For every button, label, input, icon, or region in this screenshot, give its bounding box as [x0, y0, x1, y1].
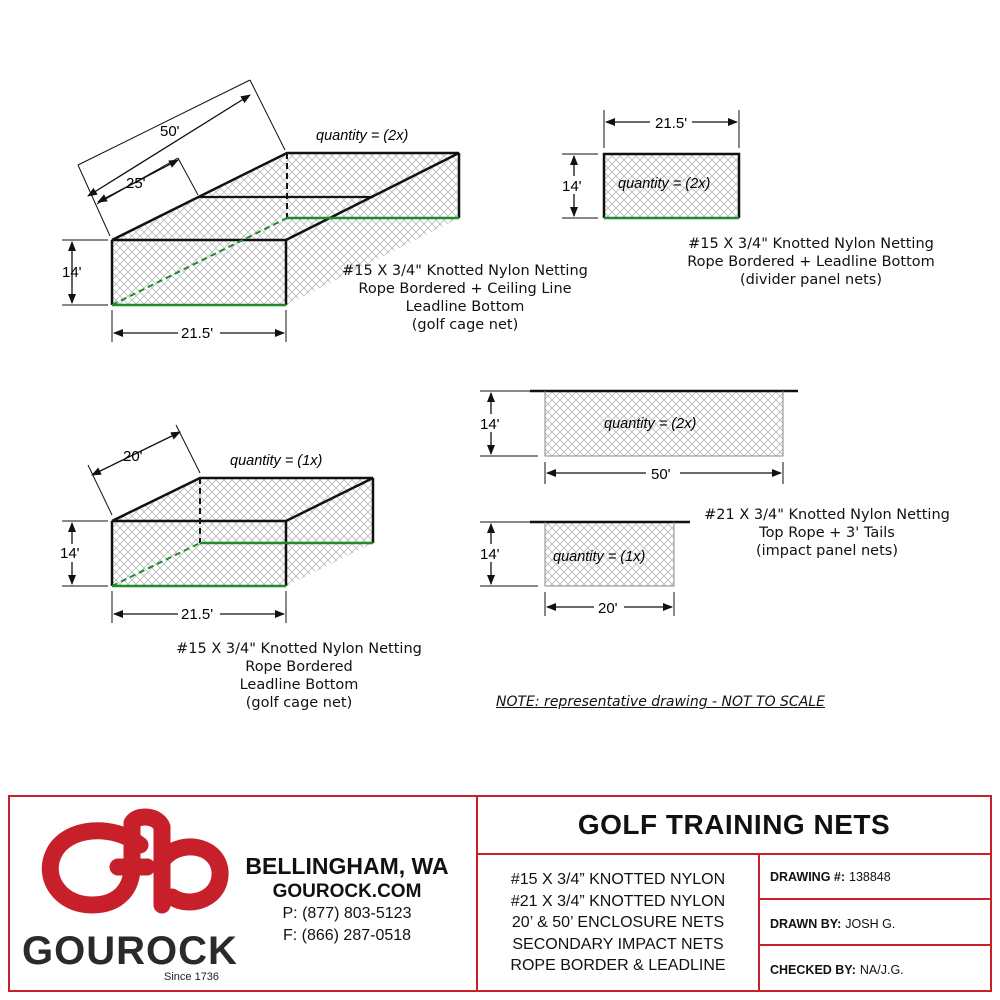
cage-bottom-desc-line: Rope Bordered: [245, 659, 353, 675]
company-fax: F: (866) 287-0518: [282, 927, 412, 944]
divider-desc-line: Rope Bordered + Leadline Bottom: [687, 254, 935, 270]
cage-bottom-desc-line: #15 X 3/4" Knotted Nylon Netting: [176, 641, 422, 657]
dim-cage-top-width: 21.5': [181, 325, 214, 342]
divider-line: [758, 944, 990, 946]
quantity-impact-small: quantity = (1x): [553, 549, 646, 565]
product-desc-line: #15 X 3/4” KNOTTED NYLON: [510, 871, 726, 888]
cage-bottom-description: [174, 640, 424, 712]
company-website: GOUROCK.COM: [272, 881, 422, 902]
product-desc-line: SECONDARY IMPACT NETS: [512, 935, 724, 953]
checked-by-label: CHECKED BY:: [770, 963, 856, 977]
cage-top-desc-line: #15 X 3/4" Knotted Nylon Netting: [342, 263, 588, 279]
gourock-logo-icon: [22, 805, 232, 930]
company-city: BELLINGHAM, WA: [245, 853, 449, 879]
drawn-by-label: DRAWN BY:: [770, 917, 842, 931]
quantity-impact-large: quantity = (2x): [604, 416, 697, 432]
dim-impact-small-width: 20': [598, 600, 618, 617]
impact-description: [702, 506, 952, 560]
impact-panel-small: [478, 522, 690, 617]
product-desc-line: 20’ & 50’ ENCLOSURE NETS: [511, 914, 725, 931]
dim-divider-width: 21.5': [655, 115, 688, 132]
quantity-cage-top: quantity = (2x): [316, 128, 409, 144]
divider-line: [758, 898, 990, 900]
drawing-number-value: 138848: [849, 870, 891, 884]
dim-divider-height: 14': [562, 178, 582, 195]
dim-cage-bottom-width: 21.5': [181, 606, 214, 623]
drawing-title: GOLF TRAINING NETS: [577, 809, 891, 840]
logo-wordmark: GOUROCK: [22, 929, 238, 973]
quantity-divider: quantity = (2x): [618, 176, 711, 192]
impact-desc-line: (impact panel nets): [755, 543, 898, 559]
cage-net-bottom: [58, 425, 373, 623]
product-desc-line: ROPE BORDER & LEADLINE: [510, 957, 726, 974]
divider-description: [686, 235, 936, 289]
cage-top-desc-line: Leadline Bottom: [405, 299, 525, 315]
divider-panel: [562, 110, 739, 218]
divider-line: [758, 853, 760, 990]
product-description: [478, 869, 758, 977]
dim-impact-small-height: 14': [480, 546, 500, 563]
divider-line: [476, 853, 990, 855]
dim-cage-bottom-height: 14': [60, 545, 80, 562]
impact-desc-line: Top Rope + 3' Tails: [759, 525, 895, 541]
impact-desc-line: #21 X 3/4" Knotted Nylon Netting: [704, 507, 950, 523]
drawn-by-value: JOSH G.: [845, 917, 896, 931]
cage-bottom-desc-line: (golf cage net): [245, 695, 353, 711]
divider-desc-line: #15 X 3/4" Knotted Nylon Netting: [688, 236, 934, 252]
cage-top-description: [340, 262, 590, 334]
product-desc-line: #21 X 3/4” KNOTTED NYLON: [510, 892, 726, 910]
logo-since: Since 1736: [164, 971, 220, 983]
dim-cage-bottom-depth: 20': [123, 448, 143, 465]
title-block: [8, 795, 992, 992]
checked-by-row: [770, 963, 904, 977]
drawing-number-label: DRAWING #:: [770, 870, 845, 884]
cage-top-desc-line: (golf cage net): [411, 317, 519, 333]
scale-note: NOTE: representative drawing - NOT TO SCALE: [496, 694, 825, 710]
impact-panel-large: [478, 391, 798, 484]
cage-top-desc-line: Rope Bordered + Ceiling Line: [358, 281, 572, 297]
drawn-by-row: [770, 917, 895, 931]
dim-cage-top-depth: 25': [126, 175, 146, 192]
dim-impact-large-width: 50': [651, 466, 671, 483]
dim-impact-large-height: 14': [480, 416, 500, 433]
divider-desc-line: (divider panel nets): [739, 272, 883, 288]
cage-bottom-desc-line: Leadline Bottom: [239, 677, 359, 693]
dim-cage-top-length: 50': [160, 123, 180, 140]
quantity-cage-bottom: quantity = (1x): [230, 453, 323, 469]
drawing-number-row: [770, 870, 891, 884]
dim-cage-top-height: 14': [62, 264, 82, 281]
checked-by-value: NA/J.G.: [859, 963, 904, 977]
company-phone: P: (877) 803-5123: [282, 905, 412, 922]
